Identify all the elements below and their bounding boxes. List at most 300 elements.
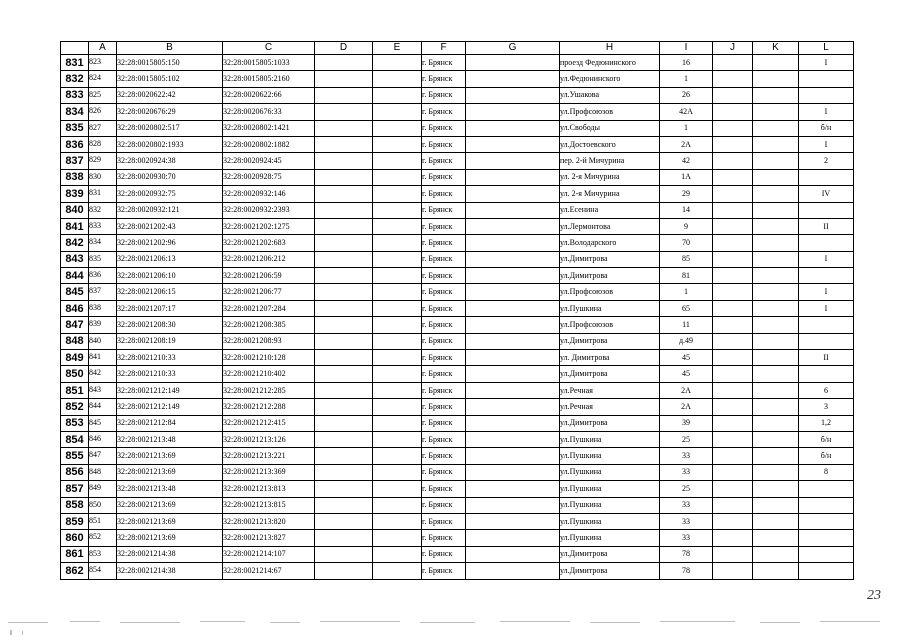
cell-g[interactable]: [466, 481, 560, 497]
cell-l[interactable]: [799, 317, 854, 333]
cell-e[interactable]: [373, 169, 422, 185]
cell-f[interactable]: г. Брянск: [422, 235, 466, 251]
cell-a[interactable]: 845: [89, 415, 117, 431]
cell-d[interactable]: [315, 546, 373, 562]
cell-a[interactable]: 846: [89, 431, 117, 447]
cell-f[interactable]: г. Брянск: [422, 399, 466, 415]
cell-a[interactable]: 842: [89, 366, 117, 382]
row-header[interactable]: 854: [61, 431, 89, 447]
row-header[interactable]: 849: [61, 350, 89, 366]
cell-l[interactable]: I: [799, 300, 854, 316]
cell-k[interactable]: [753, 186, 799, 202]
cell-l[interactable]: б/н: [799, 431, 854, 447]
cell-i[interactable]: 45: [660, 366, 713, 382]
cell-e[interactable]: [373, 55, 422, 71]
cell-c[interactable]: 32:28:0021213:369: [223, 464, 315, 480]
row-header[interactable]: 841: [61, 218, 89, 234]
cell-e[interactable]: [373, 481, 422, 497]
cell-d[interactable]: [315, 300, 373, 316]
cell-i[interactable]: 25: [660, 431, 713, 447]
row-header[interactable]: 838: [61, 169, 89, 185]
cell-g[interactable]: [466, 268, 560, 284]
cell-b[interactable]: 32:28:0020622:42: [117, 87, 223, 103]
cell-g[interactable]: [466, 202, 560, 218]
cell-k[interactable]: [753, 399, 799, 415]
row-header[interactable]: 847: [61, 317, 89, 333]
cell-e[interactable]: [373, 136, 422, 152]
cell-d[interactable]: [315, 382, 373, 398]
cell-d[interactable]: [315, 202, 373, 218]
cell-i[interactable]: 33: [660, 530, 713, 546]
cell-a[interactable]: 854: [89, 563, 117, 579]
cell-i[interactable]: 2А: [660, 399, 713, 415]
cell-i[interactable]: 11: [660, 317, 713, 333]
cell-g[interactable]: [466, 120, 560, 136]
cell-l[interactable]: [799, 333, 854, 349]
cell-h[interactable]: ул.Пушкина: [560, 300, 660, 316]
cell-e[interactable]: [373, 235, 422, 251]
cell-e[interactable]: [373, 317, 422, 333]
cell-i[interactable]: 78: [660, 563, 713, 579]
cell-k[interactable]: [753, 202, 799, 218]
cell-j[interactable]: [713, 169, 753, 185]
row-header[interactable]: 843: [61, 251, 89, 267]
cell-b[interactable]: 32:28:0020676:29: [117, 104, 223, 120]
cell-k[interactable]: [753, 169, 799, 185]
cell-k[interactable]: [753, 366, 799, 382]
cell-f[interactable]: г. Брянск: [422, 546, 466, 562]
cell-a[interactable]: 823: [89, 55, 117, 71]
cell-h[interactable]: ул.Профсоюзов: [560, 104, 660, 120]
row-header[interactable]: 857: [61, 481, 89, 497]
cell-i[interactable]: 16: [660, 55, 713, 71]
cell-d[interactable]: [315, 317, 373, 333]
cell-e[interactable]: [373, 87, 422, 103]
row-header[interactable]: 860: [61, 530, 89, 546]
cell-d[interactable]: [315, 415, 373, 431]
row-header[interactable]: 853: [61, 415, 89, 431]
cell-f[interactable]: г. Брянск: [422, 284, 466, 300]
cell-a[interactable]: 851: [89, 513, 117, 529]
cell-e[interactable]: [373, 563, 422, 579]
cell-f[interactable]: г. Брянск: [422, 120, 466, 136]
cell-k[interactable]: [753, 415, 799, 431]
cell-k[interactable]: [753, 448, 799, 464]
cell-g[interactable]: [466, 284, 560, 300]
cell-i[interactable]: 29: [660, 186, 713, 202]
cell-g[interactable]: [466, 497, 560, 513]
column-header-a[interactable]: A: [89, 42, 117, 55]
cell-d[interactable]: [315, 513, 373, 529]
cell-h[interactable]: ул.Пушкина: [560, 513, 660, 529]
cell-i[interactable]: 9: [660, 218, 713, 234]
cell-f[interactable]: г. Брянск: [422, 186, 466, 202]
cell-l[interactable]: [799, 497, 854, 513]
row-header[interactable]: 862: [61, 563, 89, 579]
cell-b[interactable]: 32:28:0020932:121: [117, 202, 223, 218]
cell-j[interactable]: [713, 481, 753, 497]
cell-l[interactable]: [799, 513, 854, 529]
cell-g[interactable]: [466, 431, 560, 447]
cell-b[interactable]: 32:28:0021202:96: [117, 235, 223, 251]
cell-a[interactable]: 840: [89, 333, 117, 349]
cell-f[interactable]: г. Брянск: [422, 251, 466, 267]
cell-j[interactable]: [713, 251, 753, 267]
cell-i[interactable]: 1: [660, 284, 713, 300]
row-header[interactable]: 844: [61, 268, 89, 284]
cell-d[interactable]: [315, 431, 373, 447]
cell-j[interactable]: [713, 186, 753, 202]
cell-l[interactable]: 8: [799, 464, 854, 480]
cell-i[interactable]: 25: [660, 481, 713, 497]
cell-l[interactable]: 2: [799, 153, 854, 169]
cell-b[interactable]: 32:28:0021207:17: [117, 300, 223, 316]
cell-a[interactable]: 850: [89, 497, 117, 513]
cell-g[interactable]: [466, 563, 560, 579]
cell-h[interactable]: ул.Димитрова: [560, 563, 660, 579]
cell-j[interactable]: [713, 563, 753, 579]
cell-a[interactable]: 843: [89, 382, 117, 398]
cell-i[interactable]: 42А: [660, 104, 713, 120]
cell-a[interactable]: 848: [89, 464, 117, 480]
cell-j[interactable]: [713, 382, 753, 398]
cell-e[interactable]: [373, 415, 422, 431]
cell-j[interactable]: [713, 71, 753, 87]
cell-k[interactable]: [753, 218, 799, 234]
cell-g[interactable]: [466, 350, 560, 366]
cell-c[interactable]: 32:28:0021212:415: [223, 415, 315, 431]
cell-k[interactable]: [753, 104, 799, 120]
cell-k[interactable]: [753, 300, 799, 316]
cell-d[interactable]: [315, 268, 373, 284]
cell-b[interactable]: 32:28:0021212:149: [117, 399, 223, 415]
cell-h[interactable]: ул. 2-я Мичурина: [560, 169, 660, 185]
column-header-f[interactable]: F: [422, 42, 466, 55]
cell-j[interactable]: [713, 431, 753, 447]
cell-g[interactable]: [466, 530, 560, 546]
cell-c[interactable]: 32:28:0020802:1421: [223, 120, 315, 136]
cell-e[interactable]: [373, 431, 422, 447]
cell-a[interactable]: 834: [89, 235, 117, 251]
cell-l[interactable]: I: [799, 284, 854, 300]
cell-k[interactable]: [753, 136, 799, 152]
cell-j[interactable]: [713, 55, 753, 71]
cell-c[interactable]: 32:28:0015805:2160: [223, 71, 315, 87]
cell-g[interactable]: [466, 218, 560, 234]
cell-g[interactable]: [466, 87, 560, 103]
row-header[interactable]: 831: [61, 55, 89, 71]
cell-i[interactable]: 33: [660, 464, 713, 480]
cell-h[interactable]: ул.Димитрова: [560, 333, 660, 349]
cell-d[interactable]: [315, 251, 373, 267]
cell-j[interactable]: [713, 513, 753, 529]
cell-k[interactable]: [753, 235, 799, 251]
cell-c[interactable]: 32:28:0021213:221: [223, 448, 315, 464]
cell-b[interactable]: 32:28:0020924:38: [117, 153, 223, 169]
cell-c[interactable]: 32:28:0020932:146: [223, 186, 315, 202]
cell-j[interactable]: [713, 366, 753, 382]
cell-i[interactable]: 33: [660, 513, 713, 529]
cell-j[interactable]: [713, 235, 753, 251]
cell-h[interactable]: проезд Федюнинского: [560, 55, 660, 71]
cell-b[interactable]: 32:28:0020930:70: [117, 169, 223, 185]
cell-e[interactable]: [373, 350, 422, 366]
cell-l[interactable]: [799, 71, 854, 87]
cell-g[interactable]: [466, 366, 560, 382]
cell-i[interactable]: 2А: [660, 382, 713, 398]
cell-h[interactable]: ул.Пушкина: [560, 448, 660, 464]
cell-i[interactable]: 2А: [660, 136, 713, 152]
cell-h[interactable]: ул.Пушкина: [560, 481, 660, 497]
cell-i[interactable]: 26: [660, 87, 713, 103]
cell-h[interactable]: ул.Профсоюзов: [560, 317, 660, 333]
cell-d[interactable]: [315, 563, 373, 579]
cell-g[interactable]: [466, 448, 560, 464]
cell-c[interactable]: 32:28:0020932:2393: [223, 202, 315, 218]
cell-d[interactable]: [315, 350, 373, 366]
cell-d[interactable]: [315, 530, 373, 546]
cell-c[interactable]: 32:28:0021213:126: [223, 431, 315, 447]
cell-k[interactable]: [753, 563, 799, 579]
cell-f[interactable]: г. Брянск: [422, 202, 466, 218]
cell-d[interactable]: [315, 333, 373, 349]
cell-h[interactable]: ул.Профсоюзов: [560, 284, 660, 300]
corner-header[interactable]: [61, 42, 89, 55]
cell-h[interactable]: ул.Свободы: [560, 120, 660, 136]
cell-d[interactable]: [315, 136, 373, 152]
cell-c[interactable]: 32:28:0021202:683: [223, 235, 315, 251]
cell-a[interactable]: 833: [89, 218, 117, 234]
cell-k[interactable]: [753, 317, 799, 333]
cell-i[interactable]: 14: [660, 202, 713, 218]
cell-l[interactable]: б/н: [799, 120, 854, 136]
cell-f[interactable]: г. Брянск: [422, 464, 466, 480]
cell-a[interactable]: 836: [89, 268, 117, 284]
cell-e[interactable]: [373, 120, 422, 136]
cell-l[interactable]: [799, 235, 854, 251]
cell-j[interactable]: [713, 464, 753, 480]
cell-l[interactable]: [799, 366, 854, 382]
cell-l[interactable]: II: [799, 218, 854, 234]
cell-c[interactable]: 32:28:0021214:107: [223, 546, 315, 562]
cell-k[interactable]: [753, 530, 799, 546]
cell-l[interactable]: [799, 268, 854, 284]
cell-g[interactable]: [466, 300, 560, 316]
cell-f[interactable]: г. Брянск: [422, 153, 466, 169]
cell-h[interactable]: пер. 2-й Мичурина: [560, 153, 660, 169]
cell-e[interactable]: [373, 448, 422, 464]
cell-g[interactable]: [466, 333, 560, 349]
cell-c[interactable]: 32:28:0021206:59: [223, 268, 315, 284]
cell-h[interactable]: ул.Федюнинского: [560, 71, 660, 87]
cell-d[interactable]: [315, 104, 373, 120]
cell-b[interactable]: 32:28:0021213:69: [117, 464, 223, 480]
cell-f[interactable]: г. Брянск: [422, 530, 466, 546]
cell-h[interactable]: ул.Достоевского: [560, 136, 660, 152]
cell-i[interactable]: 33: [660, 448, 713, 464]
cell-j[interactable]: [713, 300, 753, 316]
cell-g[interactable]: [466, 104, 560, 120]
column-header-l[interactable]: L: [799, 42, 854, 55]
cell-c[interactable]: 32:28:0021213:827: [223, 530, 315, 546]
cell-d[interactable]: [315, 235, 373, 251]
cell-e[interactable]: [373, 399, 422, 415]
cell-b[interactable]: 32:28:0021208:30: [117, 317, 223, 333]
cell-i[interactable]: 45: [660, 350, 713, 366]
cell-b[interactable]: 32:28:0020802:1933: [117, 136, 223, 152]
cell-i[interactable]: 65: [660, 300, 713, 316]
cell-b[interactable]: 32:28:0020802:517: [117, 120, 223, 136]
cell-f[interactable]: г. Брянск: [422, 218, 466, 234]
cell-g[interactable]: [466, 71, 560, 87]
cell-h[interactable]: ул.Димитрова: [560, 366, 660, 382]
cell-d[interactable]: [315, 497, 373, 513]
cell-a[interactable]: 837: [89, 284, 117, 300]
cell-j[interactable]: [713, 136, 753, 152]
cell-k[interactable]: [753, 497, 799, 513]
cell-g[interactable]: [466, 186, 560, 202]
cell-f[interactable]: г. Брянск: [422, 350, 466, 366]
cell-b[interactable]: 32:28:0021214:38: [117, 546, 223, 562]
cell-b[interactable]: 32:28:0021206:13: [117, 251, 223, 267]
cell-b[interactable]: 32:28:0021206:15: [117, 284, 223, 300]
row-header[interactable]: 842: [61, 235, 89, 251]
cell-l[interactable]: 6: [799, 382, 854, 398]
cell-b[interactable]: 32:28:0021210:33: [117, 366, 223, 382]
cell-c[interactable]: 32:28:0021212:285: [223, 382, 315, 398]
cell-k[interactable]: [753, 87, 799, 103]
cell-e[interactable]: [373, 497, 422, 513]
cell-g[interactable]: [466, 251, 560, 267]
cell-h[interactable]: ул.Пушкина: [560, 464, 660, 480]
cell-g[interactable]: [466, 415, 560, 431]
cell-l[interactable]: [799, 546, 854, 562]
cell-d[interactable]: [315, 366, 373, 382]
cell-c[interactable]: 32:28:0021207:284: [223, 300, 315, 316]
cell-b[interactable]: 32:28:0021213:69: [117, 513, 223, 529]
cell-k[interactable]: [753, 464, 799, 480]
cell-a[interactable]: 835: [89, 251, 117, 267]
cell-a[interactable]: 844: [89, 399, 117, 415]
cell-f[interactable]: г. Брянск: [422, 268, 466, 284]
row-header[interactable]: 859: [61, 513, 89, 529]
cell-g[interactable]: [466, 546, 560, 562]
cell-d[interactable]: [315, 186, 373, 202]
column-header-k[interactable]: K: [753, 42, 799, 55]
cell-b[interactable]: 32:28:0021210:33: [117, 350, 223, 366]
cell-a[interactable]: 829: [89, 153, 117, 169]
cell-i[interactable]: 81: [660, 268, 713, 284]
cell-h[interactable]: ул.Димитрова: [560, 546, 660, 562]
cell-j[interactable]: [713, 268, 753, 284]
cell-e[interactable]: [373, 153, 422, 169]
cell-j[interactable]: [713, 317, 753, 333]
cell-c[interactable]: 32:28:0021213:815: [223, 497, 315, 513]
cell-a[interactable]: 832: [89, 202, 117, 218]
cell-f[interactable]: г. Брянск: [422, 317, 466, 333]
cell-e[interactable]: [373, 218, 422, 234]
cell-l[interactable]: I: [799, 251, 854, 267]
cell-l[interactable]: 1,2: [799, 415, 854, 431]
cell-f[interactable]: г. Брянск: [422, 300, 466, 316]
row-header[interactable]: 861: [61, 546, 89, 562]
row-header[interactable]: 851: [61, 382, 89, 398]
column-header-d[interactable]: D: [315, 42, 373, 55]
column-header-i[interactable]: I: [660, 42, 713, 55]
cell-g[interactable]: [466, 136, 560, 152]
row-header[interactable]: 858: [61, 497, 89, 513]
row-header[interactable]: 845: [61, 284, 89, 300]
cell-f[interactable]: г. Брянск: [422, 382, 466, 398]
cell-b[interactable]: 32:28:0021208:19: [117, 333, 223, 349]
cell-i[interactable]: 42: [660, 153, 713, 169]
cell-f[interactable]: г. Брянск: [422, 513, 466, 529]
cell-l[interactable]: II: [799, 350, 854, 366]
cell-k[interactable]: [753, 333, 799, 349]
cell-l[interactable]: [799, 563, 854, 579]
cell-d[interactable]: [315, 71, 373, 87]
cell-f[interactable]: г. Брянск: [422, 481, 466, 497]
cell-g[interactable]: [466, 399, 560, 415]
cell-f[interactable]: г. Брянск: [422, 448, 466, 464]
cell-e[interactable]: [373, 71, 422, 87]
cell-c[interactable]: 32:28:0021213:820: [223, 513, 315, 529]
cell-f[interactable]: г. Брянск: [422, 333, 466, 349]
cell-h[interactable]: ул. Димитрова: [560, 350, 660, 366]
cell-k[interactable]: [753, 382, 799, 398]
cell-k[interactable]: [753, 153, 799, 169]
cell-k[interactable]: [753, 71, 799, 87]
cell-b[interactable]: 32:28:0021212:149: [117, 382, 223, 398]
cell-a[interactable]: 849: [89, 481, 117, 497]
cell-i[interactable]: 39: [660, 415, 713, 431]
cell-l[interactable]: I: [799, 55, 854, 71]
cell-d[interactable]: [315, 481, 373, 497]
cell-k[interactable]: [753, 284, 799, 300]
cell-j[interactable]: [713, 530, 753, 546]
cell-i[interactable]: 85: [660, 251, 713, 267]
cell-e[interactable]: [373, 382, 422, 398]
cell-c[interactable]: 32:28:0021210:402: [223, 366, 315, 382]
cell-e[interactable]: [373, 202, 422, 218]
cell-d[interactable]: [315, 464, 373, 480]
cell-b[interactable]: 32:28:0021213:69: [117, 497, 223, 513]
column-header-h[interactable]: H: [560, 42, 660, 55]
cell-g[interactable]: [466, 235, 560, 251]
cell-l[interactable]: [799, 202, 854, 218]
cell-i[interactable]: 1А: [660, 169, 713, 185]
cell-a[interactable]: 847: [89, 448, 117, 464]
cell-h[interactable]: ул.Димитрова: [560, 268, 660, 284]
cell-c[interactable]: 32:28:0021213:813: [223, 481, 315, 497]
cell-i[interactable]: 1: [660, 120, 713, 136]
cell-a[interactable]: 852: [89, 530, 117, 546]
cell-g[interactable]: [466, 153, 560, 169]
cell-k[interactable]: [753, 251, 799, 267]
cell-d[interactable]: [315, 448, 373, 464]
cell-i[interactable]: 1: [660, 71, 713, 87]
cell-j[interactable]: [713, 350, 753, 366]
cell-l[interactable]: [799, 87, 854, 103]
cell-h[interactable]: ул. 2-я Мичурина: [560, 186, 660, 202]
cell-f[interactable]: г. Брянск: [422, 71, 466, 87]
cell-j[interactable]: [713, 399, 753, 415]
cell-c[interactable]: 32:28:0020676:33: [223, 104, 315, 120]
cell-c[interactable]: 32:28:0021206:212: [223, 251, 315, 267]
cell-g[interactable]: [466, 55, 560, 71]
row-header[interactable]: 850: [61, 366, 89, 382]
cell-c[interactable]: 32:28:0020928:75: [223, 169, 315, 185]
